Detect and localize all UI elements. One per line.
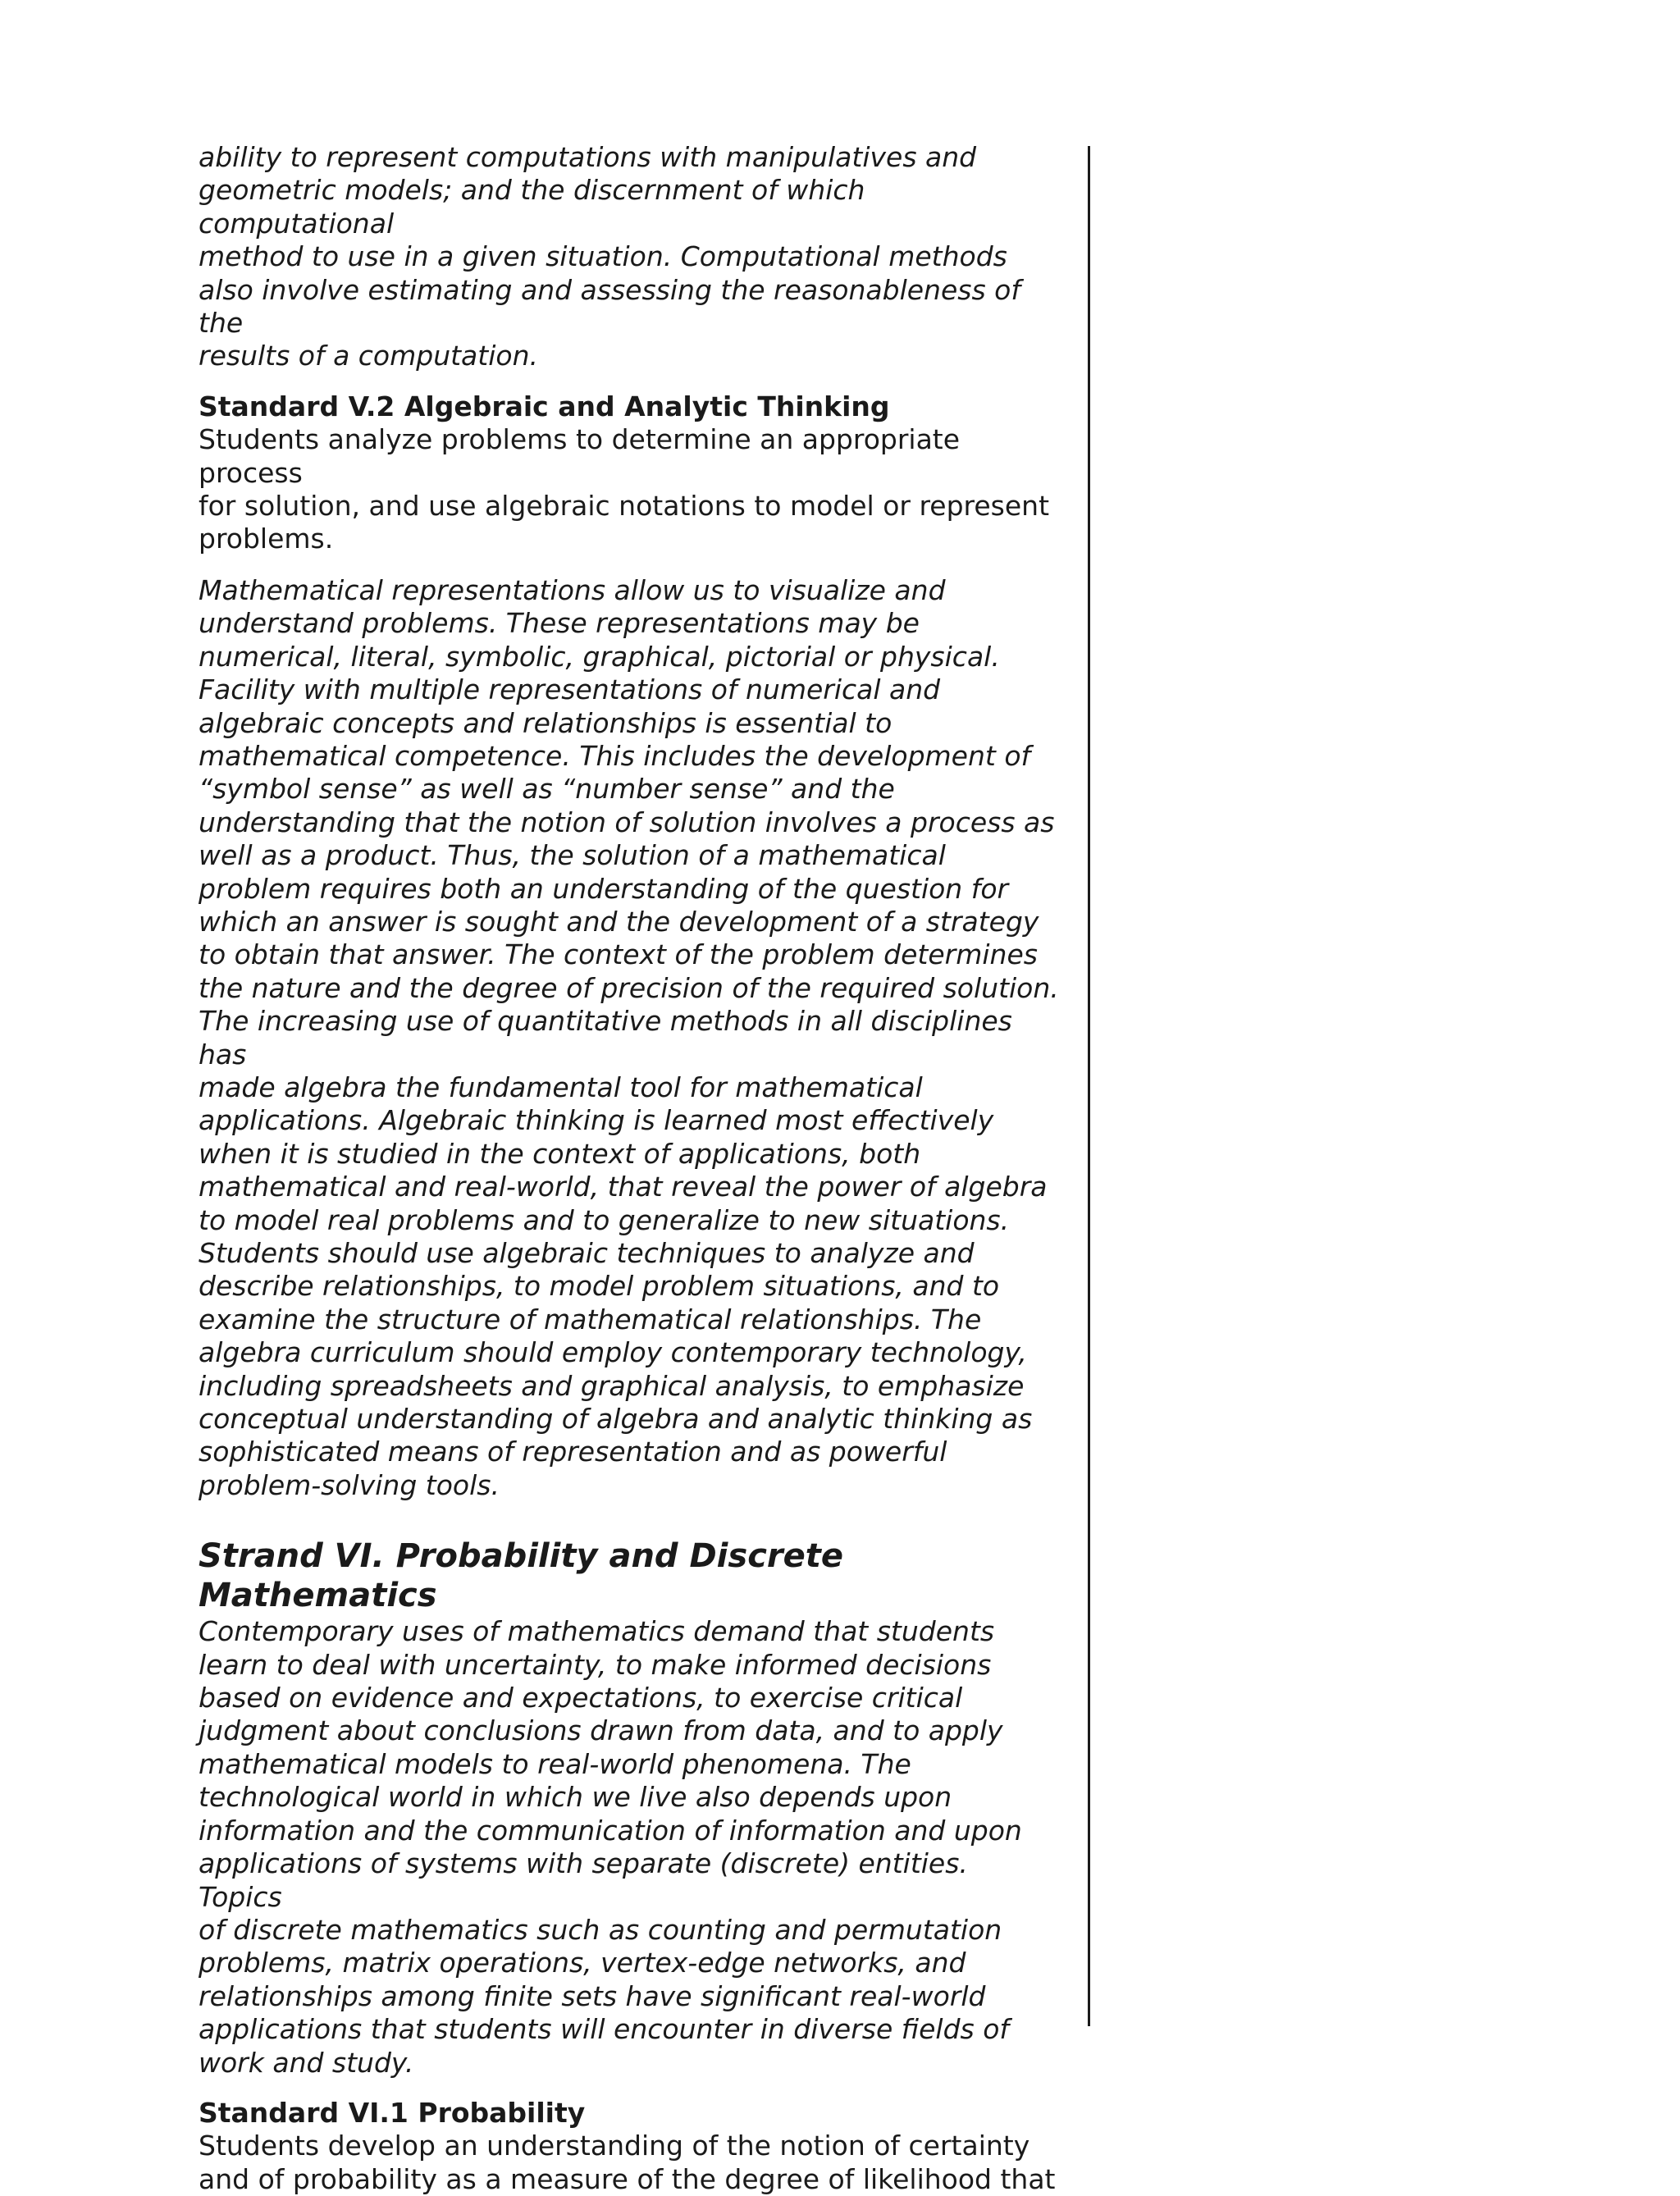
standard-vi1-statement: Students develop an understanding of the notion of certainty and of probability as a measure of the degree of likelihood that xyxy=(199,2130,1056,2195)
margin-rule xyxy=(1088,146,1090,2026)
standard-v2-discussion: Mathematical representations allow us to visualize and understand problems. These representations may be numerical, literal, symbolic, graphical, pictorial or physical. Facility with multiple representations of numerical and algebraic concepts and relationships is essential to mathematical competence. This includes the development of “symbol sense” as well as “number sense” and the understanding that the notion of solution involves a process as well as a product. Thus, the solution of a mathematical problem requires both an understanding of the question for which an answer is sought and the development of a strategy to obtain that answer. The context of the problem determines the nature and the degree of precision of the required solution. The increasing use of quantitative methods in all disciplines has made algebra the fundamental tool for mathematical applications. Algebraic thinking is learned most effectively when it is studied in the context of applications, both mathematical and real-world, that reveal the power of algebra to model real problems and to generalize to new situations. Students should use algebraic techniques to analyze and describe relationships, to model problem situations, and to examine the structure of mathematical relationships. The algebra curriculum should employ contemporary technology, including spreadsheets and graphical analysis, to emphasize conceptual understanding of algebra and analytic thinking as sophisticated means of representation and as powerful problem-solving tools. xyxy=(199,573,1059,1501)
strand-vi-heading: Strand VI. Probability and Discrete Mathematics xyxy=(199,1537,844,1615)
standard-vi1-heading: Standard VI.1 Probability xyxy=(199,2096,586,2129)
intro-paragraph: ability to represent computations with manipulatives and geometric models; and the discernment of which computational method to use in a given situation. Computational methods also involve estimating and assessing the reasonableness of the results of a computation. xyxy=(199,141,1020,372)
text-column xyxy=(199,141,1060,2196)
standard-v2-statement: Students analyze problems to determine an appropriate process for solution, and use algebraic notations to model or represent problems. xyxy=(199,423,1050,555)
strand-vi-description: Contemporary uses of mathematics demand that students learn to deal with uncertainty, to make informed decisions based on evidence and expectations, to exercise critical judgment about conclusions drawn from data, and to apply mathematical models to real-world phenomena. The technological world in which we live also depends upon information and the communication of information and upon applications of systems with separate (discrete) entities. Topics of discrete mathematics such as counting and permutation problems, matrix operations, vertex-edge networks, and relationships among finite sets have significant real-world applications that students will encounter in diverse fields of work and study. xyxy=(199,1615,1022,2079)
standard-v2-heading: Standard V.2 Algebraic and Analytic Thinking xyxy=(199,390,890,422)
